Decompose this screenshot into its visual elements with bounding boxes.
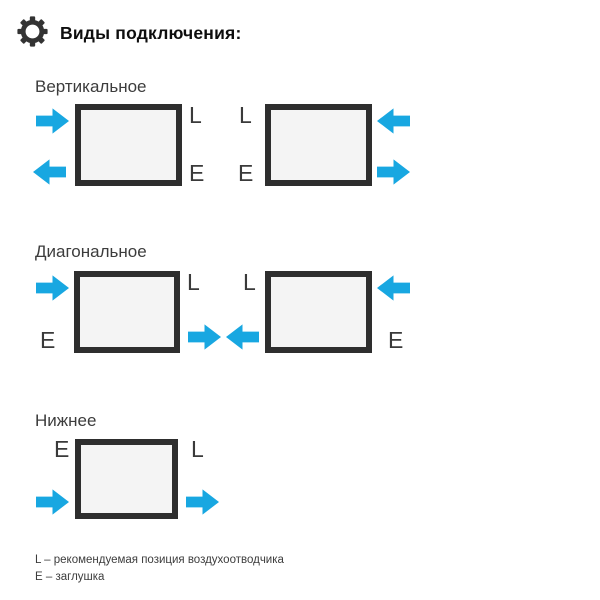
flow-in-arrow-icon	[377, 275, 410, 301]
legend-line-l: L – рекомендуемая позиция воздухоотводчика	[35, 554, 284, 566]
flow-out-arrow-icon	[33, 159, 66, 185]
radiator-rect	[265, 271, 372, 353]
section-title-vertical: Вертикальное	[35, 77, 147, 96]
port-label-e: E	[388, 327, 404, 353]
flow-in-arrow-icon	[36, 275, 69, 301]
port-label-e: E	[40, 327, 56, 353]
port-label-l: L	[243, 269, 256, 295]
flow-out-arrow-icon	[188, 324, 221, 350]
port-label-l: L	[187, 269, 200, 295]
legend-line-e: E – заглушка	[35, 570, 105, 583]
flow-in-arrow-icon	[36, 108, 69, 134]
port-label-e: E	[54, 436, 70, 462]
port-label-l: L	[191, 436, 204, 462]
flow-out-arrow-icon	[377, 159, 410, 185]
flow-in-arrow-icon	[377, 108, 410, 134]
gear-icon	[17, 16, 48, 47]
radiator-rect	[75, 439, 178, 519]
port-label-l: L	[239, 102, 252, 128]
radiator-rect	[74, 271, 180, 353]
port-label-e: E	[238, 160, 254, 186]
section-title-diagonal: Диагональное	[35, 242, 147, 261]
section-title-bottom: Нижнее	[35, 411, 97, 430]
legend	[35, 552, 284, 585]
flow-out-arrow-icon	[186, 489, 219, 515]
port-label-l: L	[189, 102, 202, 128]
page-title: Виды подключения:	[60, 23, 242, 43]
radiator-rect	[265, 104, 372, 186]
port-label-e: E	[189, 160, 205, 186]
flow-out-arrow-icon	[226, 324, 259, 350]
radiator-rect	[75, 104, 182, 186]
flow-in-arrow-icon	[36, 489, 69, 515]
